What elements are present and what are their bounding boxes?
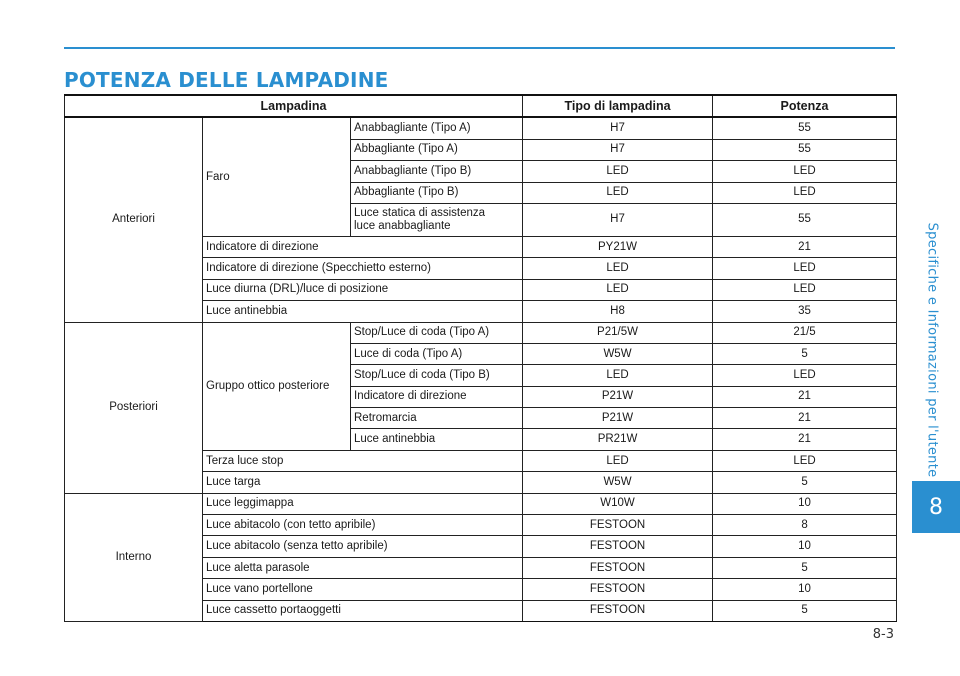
bulb-type: W10W [523, 493, 713, 514]
header-type: Tipo di lampadina [523, 95, 713, 117]
bulb-power: 5 [713, 472, 897, 493]
bulb-type: W5W [523, 472, 713, 493]
bulb-type: FESTOON [523, 600, 713, 621]
table-header-row [65, 95, 897, 117]
bulb-type: P21W [523, 408, 713, 429]
bulb-power: LED [713, 258, 897, 279]
bulb-name: Indicatore di direzione [351, 386, 523, 407]
group-front: Anteriori [65, 117, 203, 322]
bulb-name: Terza luce stop [203, 450, 523, 471]
bulb-power: 8 [713, 515, 897, 536]
bulb-power: LED [713, 450, 897, 471]
group-rear: Posteriori [65, 322, 203, 493]
bulb-power: 10 [713, 536, 897, 557]
bulb-type: LED [523, 258, 713, 279]
table-row [65, 322, 897, 343]
bulb-name: Luce abitacolo (senza tetto apribile) [203, 536, 523, 557]
group-interior: Interno [65, 493, 203, 621]
bulb-power: 21 [713, 236, 897, 257]
bulb-power: 55 [713, 139, 897, 160]
bulb-name: Retromarcia [351, 408, 523, 429]
bulb-name: Luce targa [203, 472, 523, 493]
header-bulb: Lampadina [65, 95, 523, 117]
bulb-name: Anabbagliante (Tipo B) [351, 161, 523, 182]
bulb-type: LED [523, 450, 713, 471]
bulb-name: Luce vano portellone [203, 579, 523, 600]
bulb-type: W5W [523, 343, 713, 364]
bulb-power: 21 [713, 429, 897, 450]
bulb-type: P21/5W [523, 322, 713, 343]
bulb-type: FESTOON [523, 557, 713, 578]
bulb-power: 21 [713, 408, 897, 429]
bulb-type: LED [523, 279, 713, 300]
bulb-type: FESTOON [523, 579, 713, 600]
bulb-name: Luce diurna (DRL)/luce di posizione [203, 279, 523, 300]
bulb-name: Luce aletta parasole [203, 557, 523, 578]
bulb-type: FESTOON [523, 515, 713, 536]
bulb-name: Luce abitacolo (con tetto apribile) [203, 515, 523, 536]
bulb-type: H7 [523, 117, 713, 139]
bulb-name: Stop/Luce di coda (Tipo B) [351, 365, 523, 386]
top-rule [64, 47, 895, 49]
bulb-type: LED [523, 365, 713, 386]
bulb-power: LED [713, 161, 897, 182]
bulb-name-line: Luce statica di assistenza [354, 206, 486, 219]
bulb-name: Stop/Luce di coda (Tipo A) [351, 322, 523, 343]
bulb-type: FESTOON [523, 536, 713, 557]
bulb-type: H7 [523, 203, 713, 236]
bulb-power: 5 [713, 343, 897, 364]
page-number: 8-3 [872, 627, 894, 642]
bulb-name: Luce leggimappa [203, 493, 523, 514]
bulb-name: Luce antinebbia [203, 301, 523, 322]
bulb-name: Luce antinebbia [351, 429, 523, 450]
bulb-power: 21/5 [713, 322, 897, 343]
bulb-power: 35 [713, 301, 897, 322]
bulb-type: LED [523, 182, 713, 203]
bulb-name: Indicatore di direzione (Specchietto esterno) [203, 258, 523, 279]
bulb-type: H7 [523, 139, 713, 160]
bulb-name: Indicatore di direzione [203, 236, 523, 257]
bulb-type: LED [523, 161, 713, 182]
bulb-type: PR21W [523, 429, 713, 450]
bulb-power: LED [713, 365, 897, 386]
bulb-type: P21W [523, 386, 713, 407]
bulb-wattage-table [64, 94, 897, 622]
bulb-power: 55 [713, 203, 897, 236]
bulb-power: 55 [713, 117, 897, 139]
bulb-type: H8 [523, 301, 713, 322]
bulb-name: Anabbagliante (Tipo A) [351, 117, 523, 139]
bulb-power: 5 [713, 557, 897, 578]
bulb-power: 21 [713, 386, 897, 407]
bulb-name: Abbagliante (Tipo B) [351, 182, 523, 203]
section-side-label: Specifiche e Informazioni per l'utente [924, 222, 940, 478]
bulb-type: PY21W [523, 236, 713, 257]
bulb-name [351, 203, 523, 236]
bulb-power: 10 [713, 579, 897, 600]
bulb-power: LED [713, 182, 897, 203]
header-power: Potenza [713, 95, 897, 117]
chapter-tab: 8 [912, 481, 960, 533]
subgroup-rear-cluster: Gruppo ottico posteriore [203, 322, 351, 450]
bulb-power: 5 [713, 600, 897, 621]
bulb-power: 10 [713, 493, 897, 514]
bulb-name: Luce di coda (Tipo A) [351, 343, 523, 364]
bulb-name: Abbagliante (Tipo A) [351, 139, 523, 160]
bulb-power: LED [713, 279, 897, 300]
table-row [65, 117, 897, 139]
table-row [65, 493, 897, 514]
bulb-name: Luce cassetto portaoggetti [203, 600, 523, 621]
subgroup-faro: Faro [203, 117, 351, 236]
bulb-name-line: luce anabbagliante [354, 219, 451, 232]
page-title: POTENZA DELLE LAMPADINE [64, 68, 389, 92]
